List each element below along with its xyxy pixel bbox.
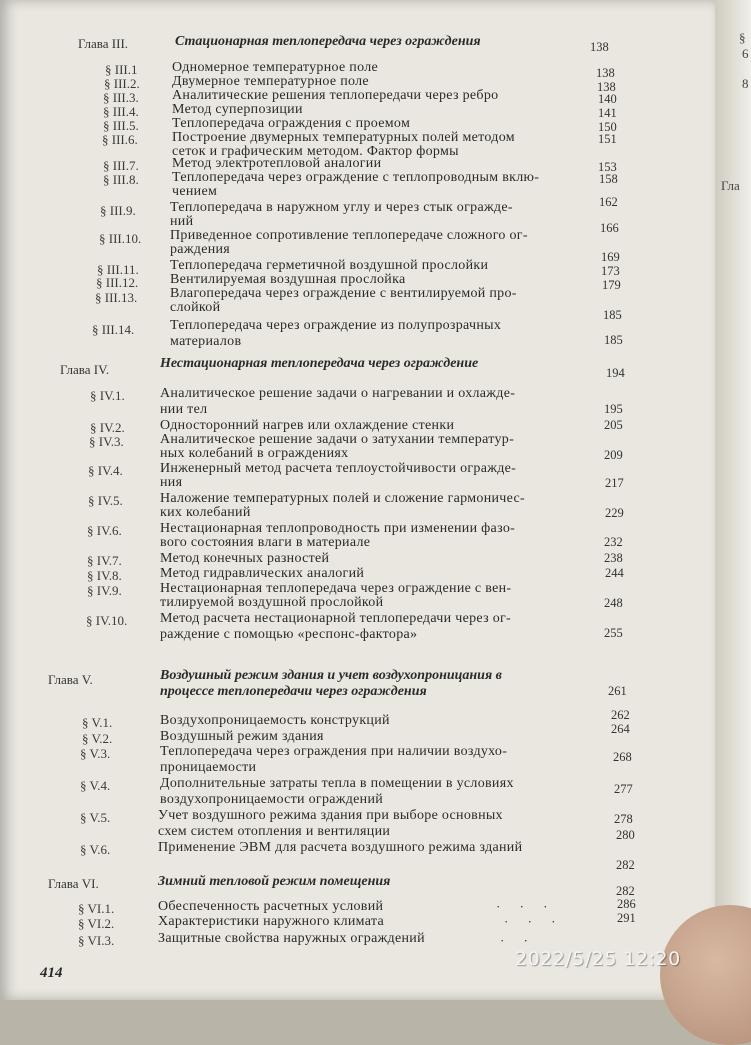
page-ref: 229 [605, 506, 624, 520]
section-number: § III.4. [103, 104, 139, 119]
page-ref: 185 [603, 308, 622, 322]
section-title: Воздушный режим здания [160, 729, 324, 744]
section-title: Метод конечных разностей [160, 551, 330, 566]
section-title: Односторонний нагрев или охлаждение стенки [160, 418, 455, 433]
photo-timestamp: 2022/5/25 12:20 [515, 948, 681, 970]
section-title: Аналитическое решение задачи о затухании температур- [160, 432, 515, 447]
section-number: § V.3. [80, 746, 111, 761]
section-title: Теплопередача через ограждение из полупрозрачных [170, 318, 502, 333]
section-title: Приведенное сопротивление теплопередаче сложного ог- [170, 228, 528, 243]
chapter-label: Глава III. [78, 36, 129, 51]
section-title: Дополнительные затраты тепла в помещении в условиях [160, 776, 514, 791]
page-ref: 166 [600, 221, 619, 235]
section-title-cont: слойкой [170, 300, 221, 315]
section-title: Аналитическое решение задачи о нагревании и охлажде- [160, 386, 516, 401]
section-title: Теплопередача герметичной воздушной прослойки [170, 258, 489, 273]
section-number: § IV.5. [88, 493, 123, 508]
section-number: § IV.1. [90, 388, 125, 403]
page-ref: 162 [599, 195, 618, 209]
section-title-cont: материалов [170, 334, 242, 349]
book-page: Глава III. Стационарная теплопередача через ограждения 138 § III.1 Одномерное температурное поле 138 § III.2. Двумерное температурное поле 138 § III.3. Аналитические решения теплопередачи через ребро 140 § III.4. Метод суперпозиции 141 § III.5. Теплопередача ограждения с проемом 150 § III.6. Построение двумерных температурных полей методом сеток и графическим методом. Фактор формы 151 § III.7. Метод электротепловой аналогии 153 § III.8. Теплопередача через ограждение с теплопроводным вклю- чением 158 § III.9. Теплопередача в наружном углу и через стык огражде- ний 162 § III.10. Приведенное сопротивление теплопередаче сложного ог- раждения 166 § III.11. Теплопередача герметичной воздушной прослойки 169 § III.12. Вентилируемая воздушная прослойка 173 § III.13. Влагопередача через ограждение с вентилируемой про- слойкой 179 § III.14. Теплопередача через ограждение из полупрозрачных материалов 185 185 Глава IV. Нестационарная теплопередача через ограждение 194 § IV.1. Аналитическое решение задачи о нагревании и охлажде- нии тел 195 § IV.2. Односторонний нагрев или охлаждение стенки 205 § IV.3. Аналитическое решение задачи о затухании температур- ных колебаний в ограждениях 209 § IV.4. Инженерный метод расчета теплоустойчивости огражде- ния 217 § IV.5. Наложение температурных полей и сложение гармоничес- ких колебаний 229 § IV.6. Нестационарная теплопроводность при изменении фазо- вого состояния влаги в материале 232 § IV.7. Метод конечных разностей 238 § IV.8. Метод гидравлических аналогий 244 § IV.9. Нестационарная теплопередача через ограждение с вен- тилируемой воздушной прослойкой 248 § IV.10. Метод расчета нестационарной теплопередачи через ог- раждение с помощью «респонс-фактора» 255 Глава V. Воздушный режим здания и учет воздухопроницания в процессе теплопередачи через ограждения 261 § V.1. Воздухопроницаемость конструкций 262 § V.2. Воздушный режим здания 264 § V.3. Теплопередача через ограждения при наличии воздухо- проницаемости 268 § V.4. Дополнительные затраты тепла в помещении в условиях воздухопроницаемости ограждений 277 § V.5. Учет воздушного режима здания при выборе основных схем систем отопления и вентиляции 278 § V.6. Применение ЭВМ для расчета воздушного режима зданий 280 282 Глава VI. Зимний тепловой режим помещения 282 § VI.1. Обеспеченность расчетных условий · · · 286 § VI.2. Характеристики наружного климата · · · 291 § VI.3. Защитные свойства наружных ограждений · · 414 [0, 0, 715, 1000]
section-title: Теплопередача ограждения с проемом [172, 116, 411, 131]
page-ref: 179 [602, 278, 621, 292]
page-ref: 291 [617, 911, 636, 925]
page-ref: 209 [604, 448, 623, 462]
page-ref: 282 [616, 884, 635, 898]
section-number: § III.7. [103, 158, 139, 173]
section-number: § VI.1. [78, 901, 115, 916]
page-ref: 151 [598, 132, 617, 146]
page-ref: 153 [598, 160, 617, 174]
section-number: § IV.8. [87, 568, 122, 583]
section-title: Вентилируемая воздушная прослойка [170, 272, 406, 287]
section-number: § III.10. [99, 231, 142, 246]
chapter-label: Глава V. [48, 672, 93, 687]
page-ref: 261 [608, 684, 627, 698]
page-ref: 138 [597, 80, 616, 94]
section-title-cont: ния [160, 475, 183, 490]
section-title: Защитные свойства наружных ограждений [158, 931, 425, 946]
page-number: 414 [40, 965, 63, 981]
section-title-cont: воздухопроницаемости ограждений [160, 792, 384, 807]
section-number: § IV.7. [87, 553, 122, 568]
section-title-cont: раждения [170, 242, 231, 257]
section-number: § IV.2. [90, 420, 125, 435]
section-title: Инженерный метод расчета теплоустойчивости огражде- [160, 461, 517, 476]
section-title: Применение ЭВМ для расчета воздушного режима зданий [158, 840, 523, 855]
section-number: § IV.9. [87, 583, 122, 598]
section-title: Метод электротепловой аналогии [172, 156, 382, 171]
page-ref: 140 [598, 92, 617, 106]
section-number: § III.11. [97, 262, 139, 277]
section-number: § V.2. [82, 731, 113, 746]
section-title: Двумерное температурное поле [172, 74, 369, 89]
page-ref: 205 [604, 418, 623, 432]
section-title-cont: раждение с помощью «респонс-фактора» [160, 627, 418, 642]
section-number: § III.3. [103, 90, 139, 105]
section-number: § III.13. [95, 290, 138, 305]
page-ref: 217 [605, 476, 624, 490]
section-title-cont: схем систем отопления и вентиляции [158, 824, 391, 839]
page-ref: 282 [616, 858, 635, 872]
section-number: § V.4. [80, 778, 111, 793]
page-ref: 278 [614, 812, 633, 826]
page-ref: 169 [601, 250, 620, 264]
page-ref: 232 [604, 535, 623, 549]
section-title: Нестационарная теплопередача через ограждение с вен- [160, 581, 512, 596]
page-ref: 138 [596, 66, 615, 80]
section-title-cont: сеток и графическим методом. Фактор формы [172, 144, 459, 159]
page-ref: 238 [604, 551, 623, 565]
chapter-title: Стационарная теплопередача через ограждения [175, 34, 481, 49]
page-ref: 141 [598, 106, 617, 120]
section-title: Характеристики наружного климата [158, 914, 384, 929]
section-number: § III.12. [96, 275, 139, 290]
section-title-cont: ний [170, 214, 194, 229]
page-ref: 264 [611, 722, 630, 736]
section-title: Метод расчета нестационарной теплопередачи через ог- [160, 611, 512, 626]
page-ref: 195 [604, 402, 623, 416]
section-title: Аналитические решения теплопередачи через ребро [172, 88, 499, 103]
section-title-cont: чением [172, 184, 218, 199]
page-ref: 280 [616, 828, 635, 842]
page-ref: 173 [601, 264, 620, 278]
section-title-cont: тилируемой воздушной прослойкой [160, 595, 384, 610]
section-title: Наложение температурных полей и сложение гармоничес- [160, 491, 525, 506]
section-title: Теплопередача через ограждение с теплопроводным вклю- [172, 170, 540, 185]
page-ref: 255 [604, 626, 623, 640]
section-title: Учет воздушного режима здания при выборе основных [158, 808, 503, 823]
page-ref: 262 [611, 708, 630, 722]
page-ref: 277 [614, 782, 633, 796]
page-ref: 150 [598, 120, 617, 134]
section-title-cont: нии тел [160, 402, 208, 417]
chapter-label: Глава IV. [60, 362, 110, 377]
chapter-title: Воздушный режим здания и учет воздухопроницания в [160, 668, 502, 683]
section-number: § III.1 [105, 62, 138, 77]
section-title: Одномерное температурное поле [172, 60, 378, 75]
section-number: § III.8. [103, 172, 139, 187]
page-ref: 194 [606, 366, 625, 380]
section-number: § V.6. [80, 842, 111, 857]
section-title-cont: ных колебаний в ограждениях [160, 446, 349, 461]
section-title: Теплопередача через ограждения при наличии воздухо- [160, 744, 508, 759]
page-ref: 138 [590, 40, 609, 54]
chapter-label: Глава VI. [48, 876, 99, 891]
section-title: Влагопередача через ограждение с вентилируемой про- [170, 286, 517, 301]
next-page-edge: § 6 8 Гла [715, 0, 751, 1000]
section-title: Метод суперпозиции [172, 102, 303, 117]
section-title-cont: ких колебаний [160, 505, 251, 520]
section-number: § V.1. [82, 715, 113, 730]
section-title: Метод гидравлических аналогий [160, 566, 365, 581]
section-number: § VI.2. [78, 916, 115, 931]
section-number: § III.2. [104, 76, 140, 91]
section-title-cont: вого состояния влаги в материале [160, 535, 371, 550]
page-ref: 185 [604, 333, 623, 347]
section-title: Воздухопроницаемость конструкций [160, 713, 390, 728]
section-number: § IV.10. [86, 613, 128, 628]
section-title: Теплопередача в наружном углу и через стык огражде- [170, 200, 513, 215]
section-number: § III.9. [100, 203, 136, 218]
section-number: § IV.4. [88, 463, 123, 478]
page-ref: 158 [599, 172, 618, 186]
section-title-cont: проницаемости [160, 760, 257, 775]
section-number: § III.5. [103, 118, 139, 133]
section-number: § III.14. [92, 322, 135, 337]
section-number: § VI.3. [78, 933, 115, 948]
chapter-title: Зимний тепловой режим помещения [158, 874, 391, 889]
section-title: Построение двумерных температурных полей методом [172, 130, 515, 145]
section-title: Нестационарная теплопроводность при изменении фазо- [160, 521, 516, 536]
section-number: § IV.6. [87, 523, 122, 538]
section-number: § III.6. [102, 132, 138, 147]
page-ref: 268 [613, 750, 632, 764]
section-number: § IV.3. [89, 434, 124, 449]
page-ref: 286 [617, 897, 636, 911]
section-title: Обеспеченность расчетных условий [158, 899, 384, 914]
section-number: § V.5. [80, 810, 111, 825]
chapter-title: Нестационарная теплопередача через ограждение [160, 356, 479, 371]
chapter-title-cont: процессе теплопередачи через ограждения [160, 684, 427, 699]
page-ref: 248 [604, 596, 623, 610]
page-ref: 244 [605, 566, 624, 580]
